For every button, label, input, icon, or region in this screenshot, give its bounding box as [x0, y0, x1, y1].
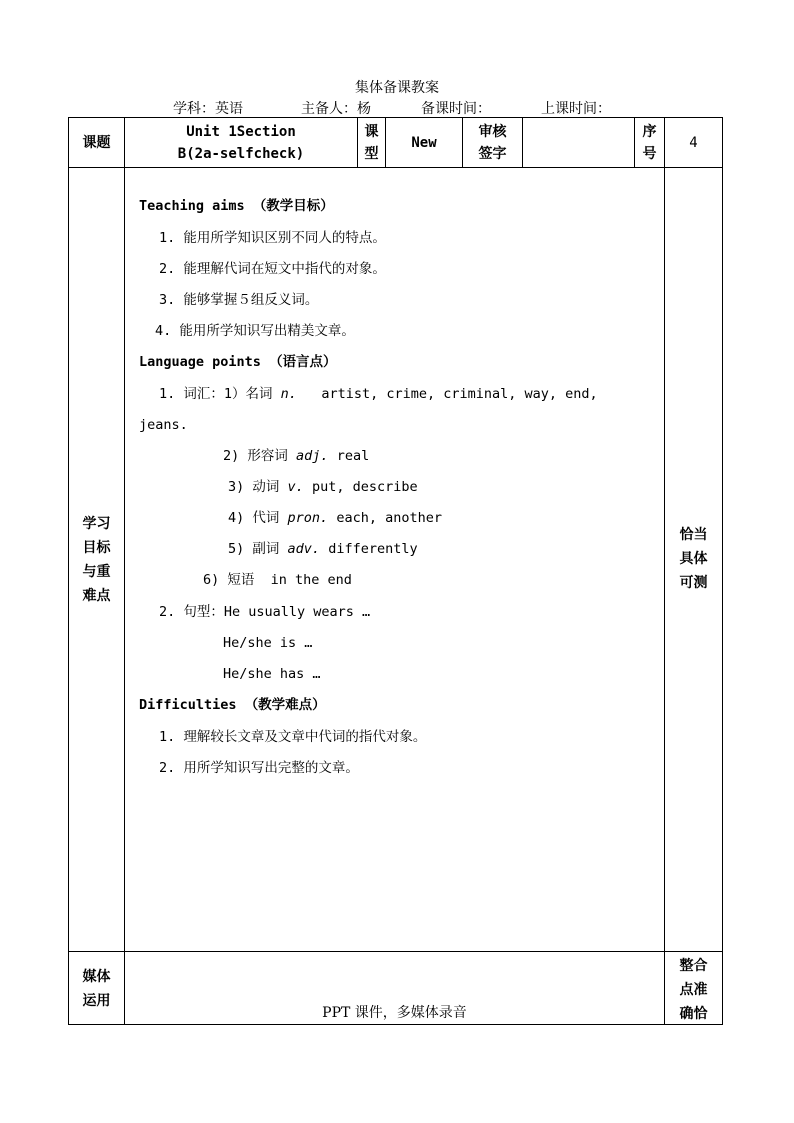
integration-label-1: 整合 [679, 958, 708, 974]
vocab-pron-line [228, 508, 442, 528]
criteria-label-1: 恰当 [679, 527, 708, 543]
vocab-adj-line [223, 446, 369, 466]
integration-label-2: 点准 [679, 982, 708, 998]
aims-heading [139, 196, 334, 216]
topic-value [125, 118, 357, 167]
media-content: PPT 课件，多媒体录音 [322, 1005, 467, 1021]
phrase-label: 6) 短语 [203, 572, 255, 588]
pron-words: each, another [336, 510, 442, 526]
aims-heading-cn: （教学目标） [252, 198, 334, 214]
phrase-words: in the end [270, 572, 352, 588]
topic-line-1: Unit 1Section [186, 123, 296, 140]
sentence-pattern-3: He/she has … [223, 666, 321, 682]
vocab-adv-line [228, 539, 418, 559]
aim-item: 2. 能理解代词在短文中指代的对象。 [159, 261, 386, 277]
integration-label-3: 确恰 [679, 1006, 708, 1022]
objectives-label-2: 目标 [82, 540, 111, 556]
media-label [69, 964, 124, 1014]
media-label-2: 运用 [82, 993, 111, 1009]
seq-label-1: 序 [642, 123, 657, 140]
adj-label: 2) 形容词 [223, 448, 288, 464]
integration-label [665, 954, 722, 1026]
sentence-pattern-2: He/she is … [223, 635, 313, 651]
adj-words: real [336, 448, 370, 464]
adv-label: 5) 副词 [228, 541, 280, 557]
seq-value: 4 [689, 134, 698, 151]
language-points-heading [139, 352, 337, 372]
review-label-1: 审核 [478, 123, 507, 140]
lp-heading-en: Language points [139, 354, 261, 370]
sentence-pattern-1: 2. 句型：He usually wears … [159, 604, 371, 620]
type-label-2: 型 [364, 145, 379, 162]
seq-label-2: 号 [642, 145, 657, 162]
type-label-1: 课 [364, 123, 379, 140]
difficulties-heading [139, 695, 326, 715]
review-label-2: 签字 [478, 145, 507, 162]
adj-abbr: adj. [296, 448, 329, 464]
vocab-verb-line [228, 477, 418, 497]
objectives-label-1: 学习 [82, 516, 111, 532]
aim-item: 3. 能够掌握５组反义词。 [159, 292, 319, 308]
preparer-label: 主备人：杨 [301, 101, 371, 117]
verb-label: 3) 动词 [228, 479, 280, 495]
aims-heading-en: Teaching aims [139, 198, 245, 214]
objectives-label-3: 与重 [82, 564, 111, 580]
noun-words: artist, crime, criminal, way, end, [321, 386, 598, 402]
objectives-label-4: 难点 [82, 588, 111, 604]
subject-label: 学科：英语 [173, 101, 243, 117]
verb-abbr: v. [287, 479, 304, 495]
verb-words: put, describe [311, 479, 418, 495]
vocab-noun-line [159, 384, 598, 404]
seq-label [635, 118, 664, 167]
difficulty-item: 2. 用所学知识写出完整的文章。 [159, 760, 359, 776]
prep-time-label: 备课时间： [421, 101, 491, 117]
aim-item: 1. 能用所学知识区别不同人的特点。 [159, 230, 386, 246]
adv-words: differently [328, 541, 418, 557]
media-label-1: 媒体 [82, 969, 111, 985]
criteria-label-3: 可测 [679, 575, 708, 591]
vocab-noun-cont: jeans. [139, 417, 188, 433]
type-label [358, 118, 385, 167]
topic-label: 课题 [82, 134, 111, 151]
review-value [523, 118, 634, 167]
document-title: 集体备课教案 [355, 80, 439, 96]
pron-abbr: pron. [287, 510, 329, 526]
lesson-plan-table [68, 117, 723, 1025]
review-label [463, 118, 522, 167]
difficulty-item: 1. 理解较长文章及文章中代词的指代对象。 [159, 729, 427, 745]
criteria-label [665, 523, 722, 595]
lp-heading-cn: （语言点） [269, 354, 337, 370]
class-time-label: 上课时间： [541, 101, 611, 117]
adv-abbr: adv. [287, 541, 321, 557]
criteria-label-2: 具体 [679, 551, 708, 567]
vocab-phrase-line [203, 570, 352, 590]
row-divider [69, 951, 722, 952]
column-divider [124, 118, 125, 1024]
pron-label: 4) 代词 [228, 510, 280, 526]
objectives-label [69, 512, 124, 608]
diff-heading-cn: （教学难点） [244, 697, 326, 713]
diff-heading-en: Difficulties [139, 697, 237, 713]
aim-item: 4. 能用所学知识写出精美文章。 [155, 323, 355, 339]
vocab-intro: 1. 词汇：1）名词 [159, 386, 273, 402]
type-value: New [411, 134, 437, 151]
topic-line-2: B(2a-selfcheck) [177, 145, 305, 162]
row-divider [69, 167, 722, 168]
noun-abbr: n. [280, 386, 297, 402]
